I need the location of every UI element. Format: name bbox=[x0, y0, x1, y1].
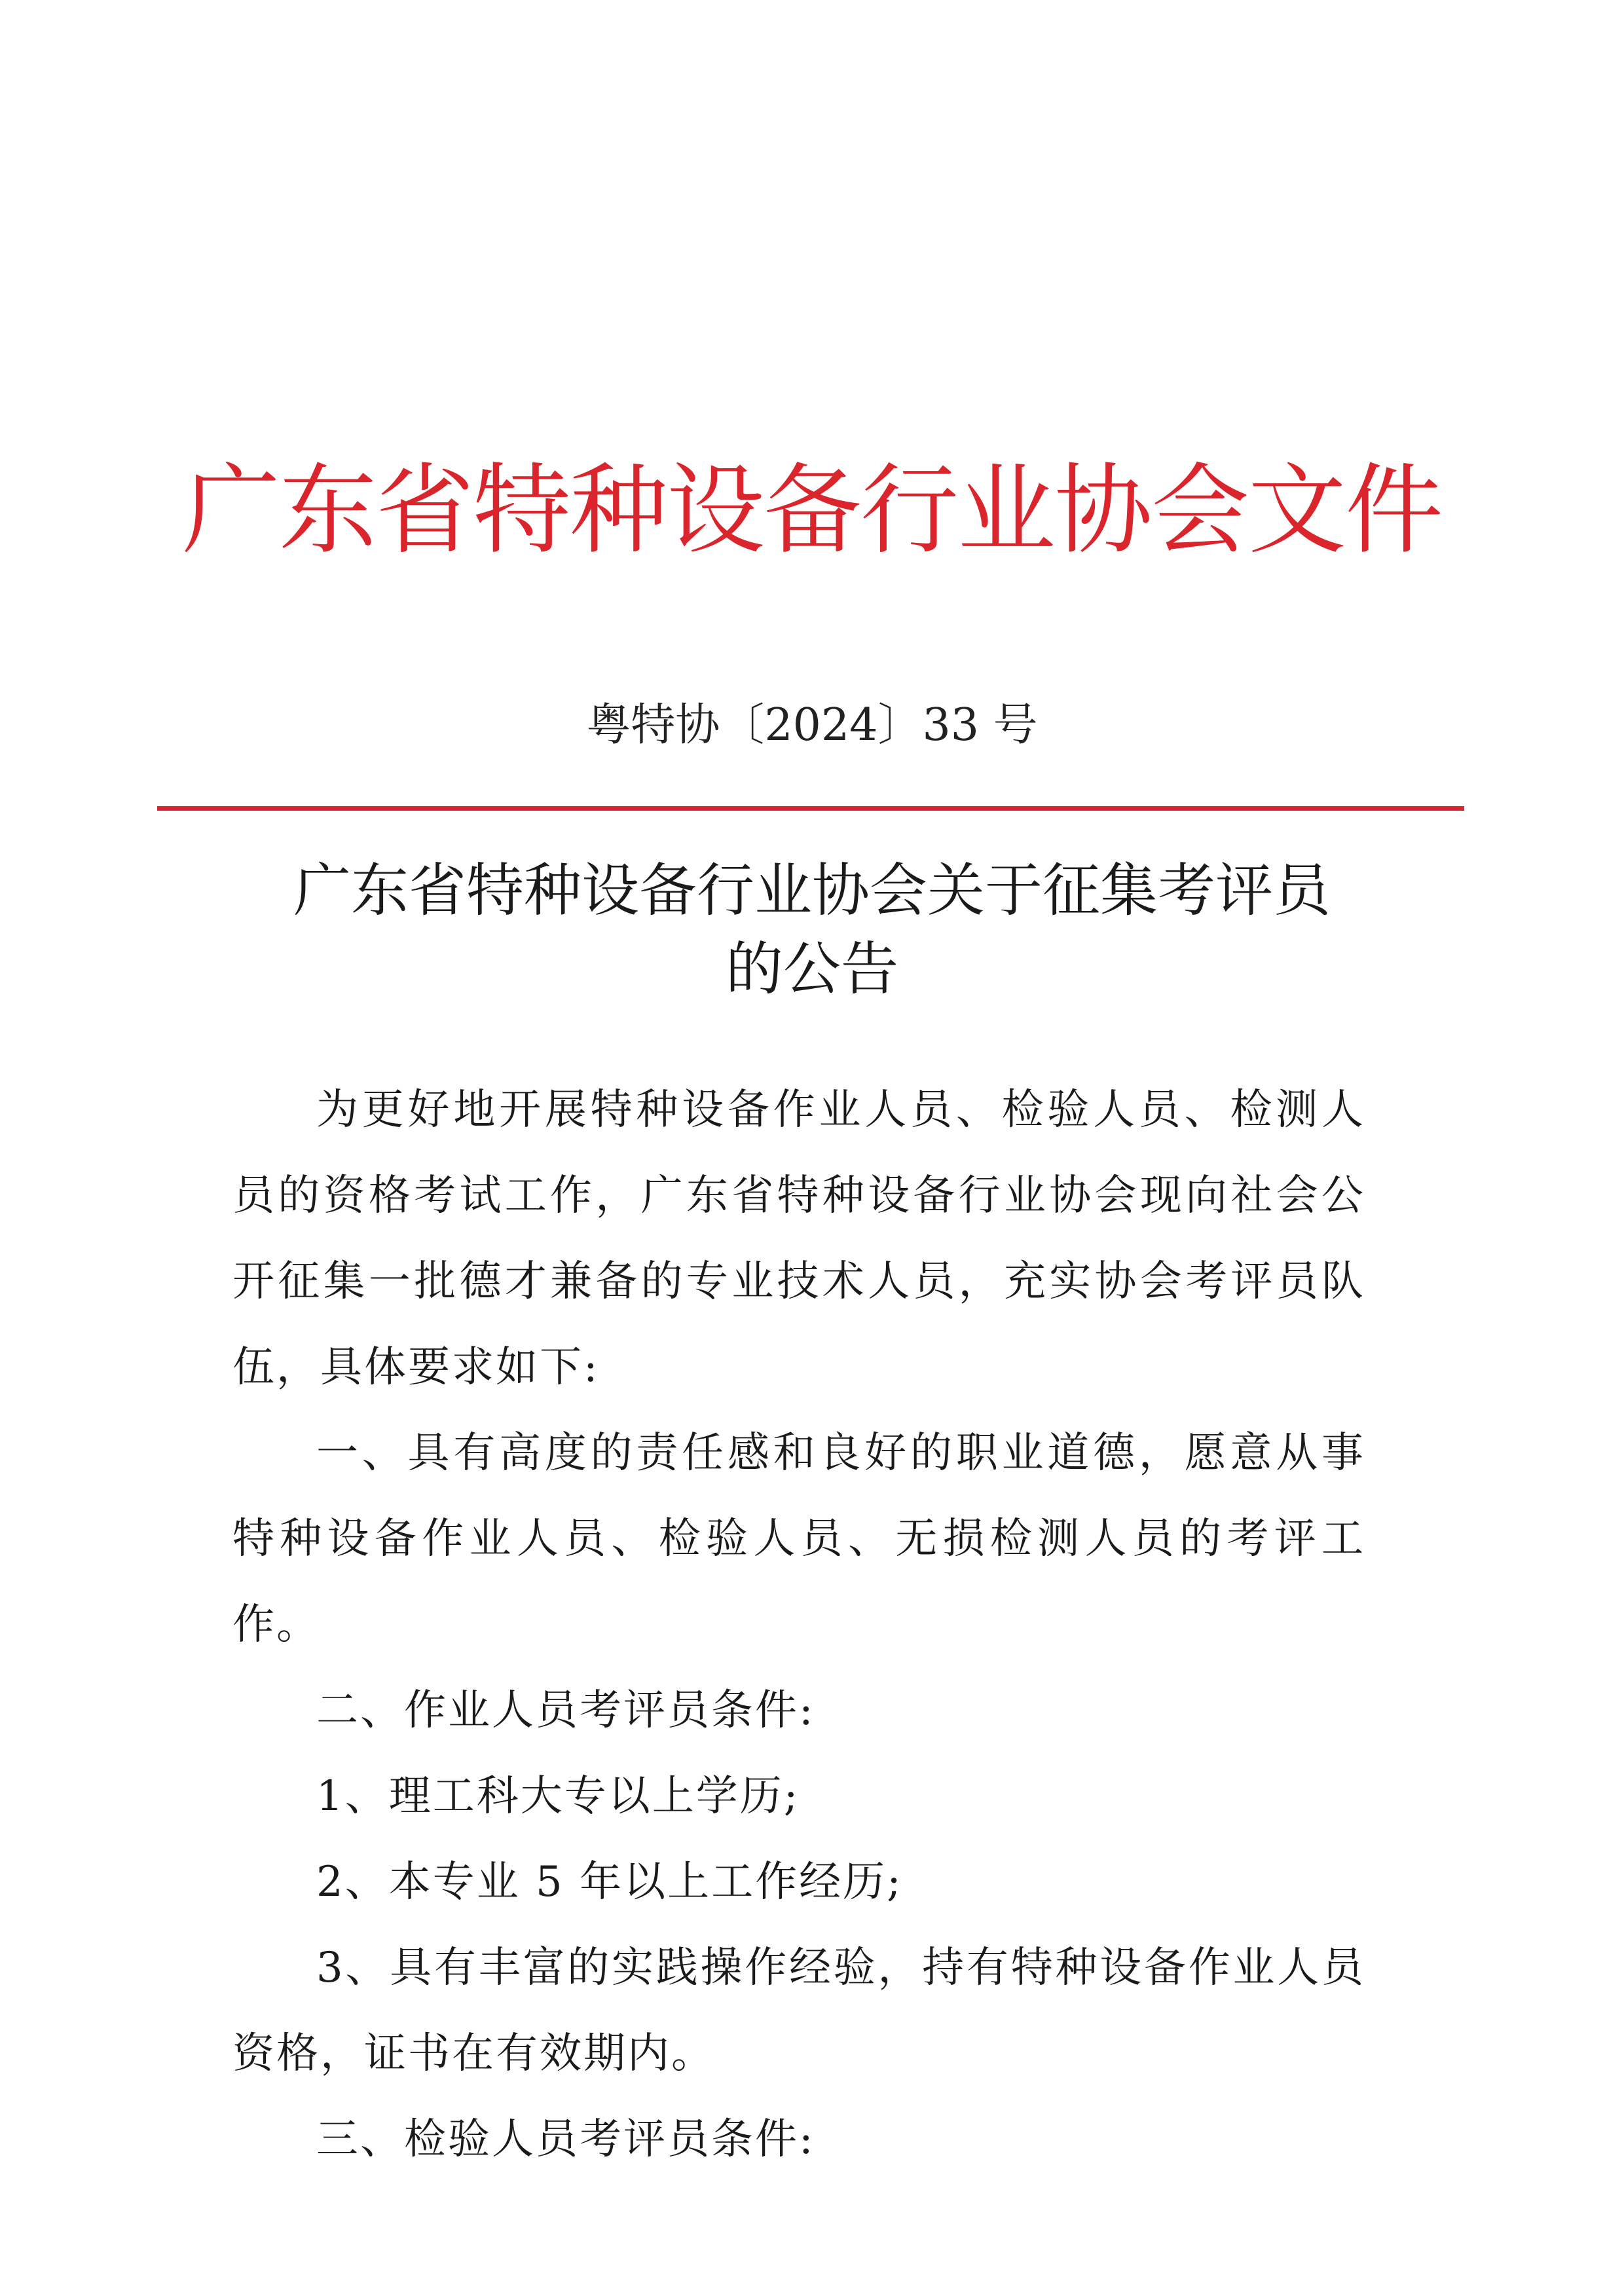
body-paragraph-4: 2、本专业 5 年以上工作经历; bbox=[316, 1858, 903, 1906]
header-red-divider bbox=[157, 806, 1464, 811]
announcement-body bbox=[232, 1067, 1365, 2183]
announcement-title bbox=[131, 851, 1493, 1009]
body-paragraph-intro: 为更好地开展特种设备作业人员、检验人员、检测人员的资格考试工作，广东省特种设备行业协会现向社会公开征集一批德才兼备的专业技术人员，充实协会考评员队伍，具体要求如下: bbox=[232, 1086, 1365, 1392]
announcement-title-line-2: 的公告 bbox=[725, 935, 898, 1003]
document-number: 粤特协〔2024〕33 号 bbox=[586, 699, 1038, 751]
body-paragraph-6: 三、检验人员考评员条件: bbox=[316, 2115, 815, 2164]
body-paragraph-2: 二、作业人员考评员条件: bbox=[316, 1686, 815, 1735]
body-paragraph-5: 3、具有丰富的实践操作经验，持有特种设备作业人员资格，证书在有效期内。 bbox=[232, 1944, 1365, 2078]
body-paragraph-1: 一、具有高度的责任感和良好的职业道德，愿意从事特种设备作业人员、检验人员、无损检测人员的考评工作。 bbox=[232, 1429, 1365, 1649]
announcement-title-line-1: 广东省特种设备行业协会关于征集考评员 bbox=[293, 857, 1331, 924]
document-header-title: 广东省特种设备行业协会文件 bbox=[181, 454, 1442, 568]
body-paragraph-3: 1、理工科大专以上学历; bbox=[316, 1772, 800, 1821]
